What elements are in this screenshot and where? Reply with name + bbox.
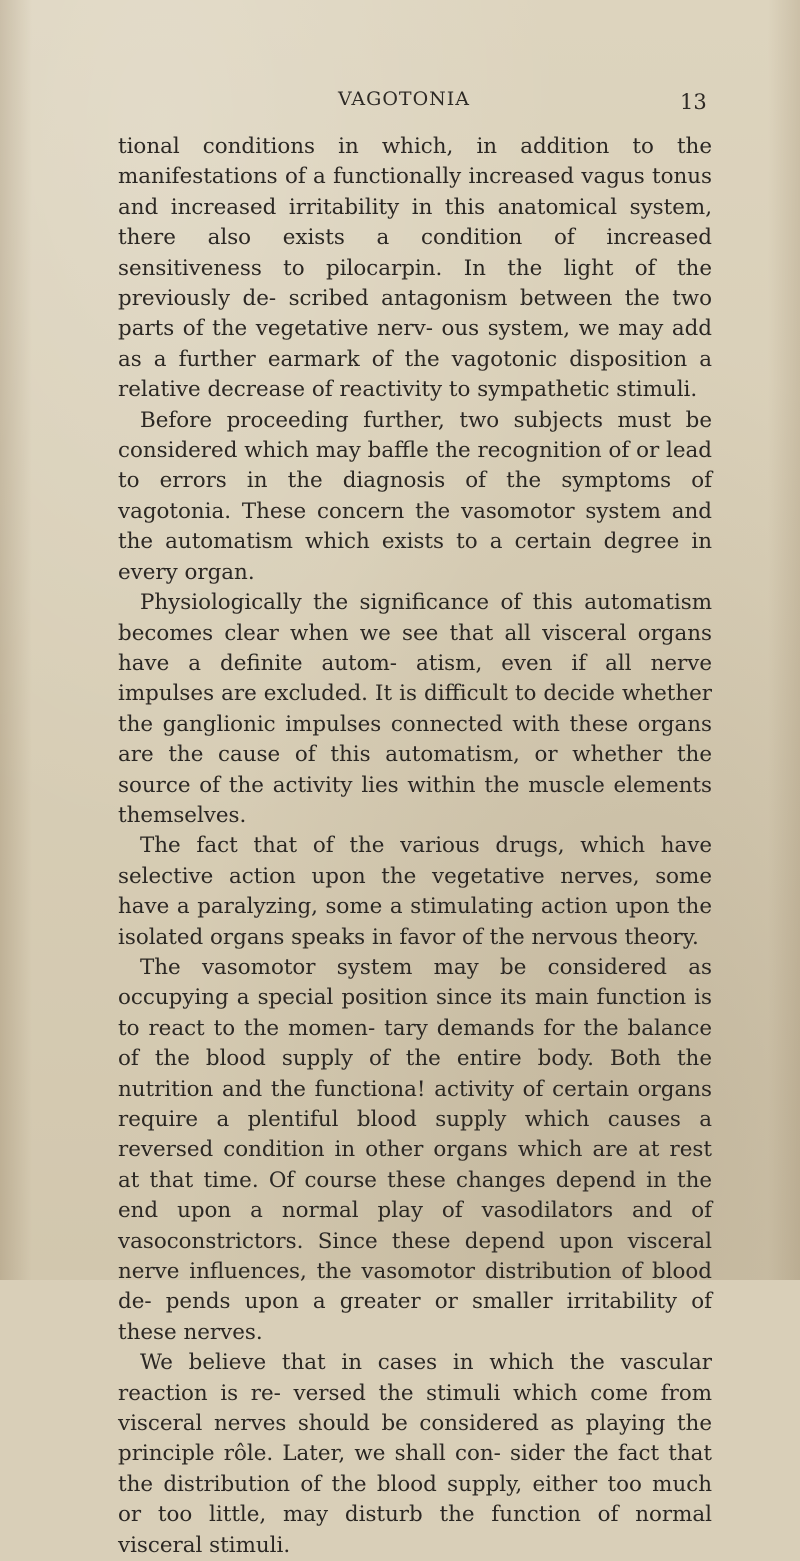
paragraph: Before proceeding further, two subjects must be considered which may baffle the recognition of or lead to errors in the diagnosis of the symptoms of vagotonia. These concern the vasomotor system and the automatism which exists to a certain degree in every organ.	[118, 407, 712, 585]
page-number: 13	[680, 90, 707, 114]
body-text	[118, 132, 712, 1561]
paragraph: The fact that of the various drugs, which have selective action upon the vegetative nerves, some have a paralyzing, some a stimulating action upon the isolated organs speaks in favor of the nervous theory.	[118, 833, 712, 950]
running-head-title: VAGOTONIA	[338, 88, 471, 110]
paragraph: We believe that in cases in which the vascular reaction is re- versed the stimuli which come from visceral nerves should be considered as playing the principle rôle. Later, we shall con- sider the fact that the distribution of the blood supply, either too much or too little, may disturb the function of normal visceral stimuli.	[118, 1350, 712, 1558]
paragraph: Physiologically the significance of this automatism becomes clear when we see that all visceral organs have a definite autom- atism, even if all nerve impulses are excluded. It is difficult to decide whether the ganglionic impulses connected with these organs are the cause of this automatism, or whether the source of the activity lies within the muscle elements themselves.	[118, 590, 712, 828]
paragraph: The vasomotor system may be considered as occupying a special position since its main function is to react to the momen- tary demands for the balance of the blood supply of the entire body. Both the nutrition and the functiona! activity of certain organs require a plentiful blood supply which causes a reversed condition in other organs which are at rest at that time. Of course these changes depend in the end upon a normal play of vasodilators and of vasoconstrictors. Since these depend upon visceral nerve influences, the vasomotor distribution of blood de- pends upon a greater or smaller irritability of these nerves.	[118, 954, 712, 1345]
running-head	[0, 88, 800, 118]
paragraph-continued: tional conditions in which, in addition to the manifestations of a functionally increased vagus tonus and increased irritability in this anatomical system, there also exists a condition of increased sensitiveness to pilocarpin. In the light of the previously de- scribed antagonism between the two parts of the vegetative nerv- ous system, we may add as a further earmark of the vagotonic disposition a relative decrease of reactivity to sympathetic stimuli.	[118, 134, 712, 403]
